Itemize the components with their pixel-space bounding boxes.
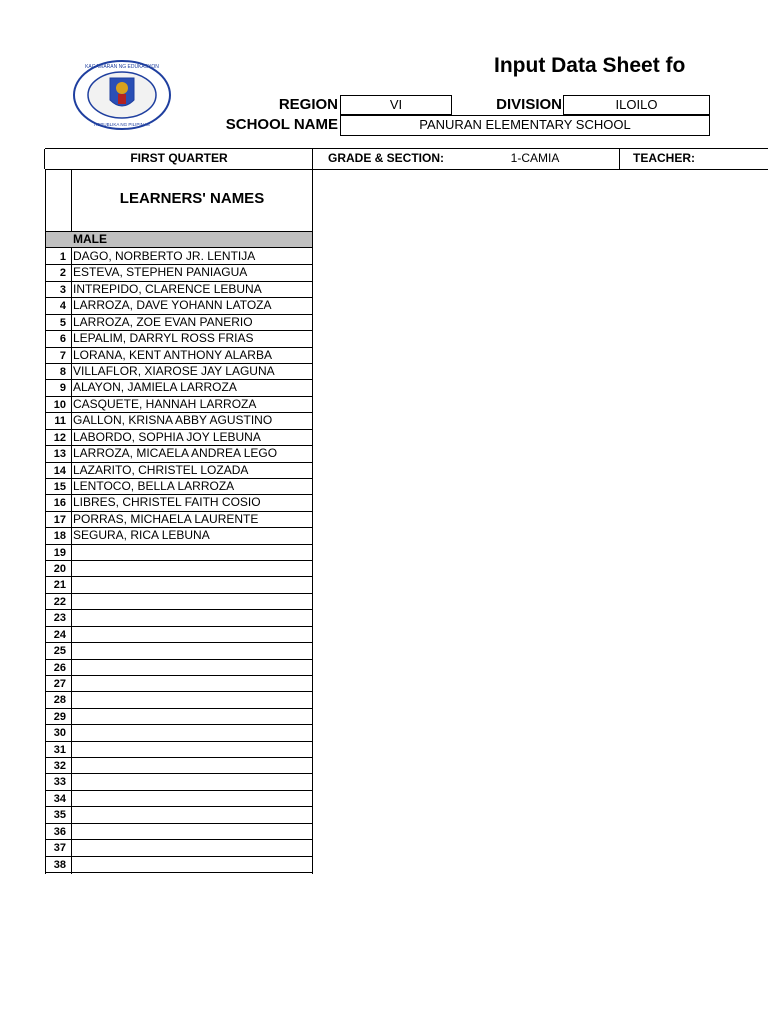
learner-name-cell[interactable]: PORRAS, MICHAELA LAURENTE [73, 511, 259, 526]
learner-name-cell[interactable] [73, 643, 311, 658]
learner-name-cell[interactable]: DAGO, NORBERTO JR. LENTIJA [73, 249, 256, 263]
learner-name-cell[interactable]: LARROZA, DAVE YOHANN LATOZA [73, 298, 272, 313]
row-number: 6 [59, 333, 66, 346]
row-number: 2 [59, 267, 66, 280]
row-number: 24 [53, 628, 66, 641]
row-number: 35 [53, 809, 66, 822]
learner-name-cell[interactable] [73, 742, 311, 757]
row-number: 31 [53, 743, 66, 756]
learner-name-cell[interactable] [73, 824, 311, 839]
row-number: 28 [53, 694, 66, 707]
row-number: 36 [53, 825, 66, 838]
row-number: 27 [53, 677, 66, 690]
learner-name-cell[interactable] [73, 857, 311, 872]
learner-name-cell[interactable]: LARROZA, ZOE EVAN PANERIO [73, 314, 253, 329]
page-title: Input Data Sheet fo [494, 54, 686, 77]
row-number: 22 [53, 595, 66, 608]
learner-name-cell[interactable] [73, 692, 311, 707]
row-number: 14 [53, 464, 66, 477]
row-number: 23 [53, 612, 66, 625]
learner-name-cell[interactable]: LENTOCO, BELLA LARROZA [73, 478, 235, 493]
learner-name-cell[interactable]: ALAYON, JAMIELA LARROZA [73, 380, 237, 395]
learner-name-cell[interactable] [73, 561, 311, 576]
row-number: 5 [59, 316, 66, 329]
learner-name-cell[interactable]: LABORDO, SOPHIA JOY LEBUNA [73, 429, 261, 444]
learner-name-cell[interactable] [73, 791, 311, 806]
learner-name-cell[interactable] [73, 545, 311, 560]
row-number: 29 [53, 710, 66, 723]
learner-name-cell[interactable]: LARROZA, MICAELA ANDREA LEGO [73, 446, 278, 460]
table-num-border [71, 170, 72, 874]
row-number: 13 [53, 448, 66, 460]
learner-name-cell[interactable] [73, 594, 311, 609]
row-number: 3 [59, 283, 66, 296]
learner-name-cell[interactable]: VILLAFLOR, XIAROSE JAY LAGUNA [73, 363, 275, 378]
seal-bottom-text: REPUBLIKA NG PILIPINAS [94, 122, 150, 127]
row-number: 30 [53, 727, 66, 740]
row-number: 4 [59, 300, 66, 313]
divider [619, 149, 620, 169]
row-number: 16 [53, 497, 66, 510]
quarter-label: FIRST QUARTER [130, 151, 228, 165]
row-number: 25 [53, 645, 66, 658]
learner-name-cell[interactable] [73, 709, 311, 724]
table-right-border [312, 170, 313, 874]
learner-name-cell[interactable] [73, 774, 311, 789]
row-number: 1 [59, 251, 66, 263]
learner-name-cell[interactable]: ESTEVA, STEPHEN PANIAGUA [73, 265, 248, 280]
row-number: 38 [53, 858, 66, 871]
learner-name-cell[interactable] [73, 627, 311, 642]
learner-name-cell[interactable]: SEGURA, RICA LEBUNA [73, 528, 210, 543]
school-name-label: SCHOOL NAME [225, 116, 338, 133]
group-label-male: MALE [73, 232, 107, 246]
row-number: 33 [53, 776, 66, 789]
teacher-label: TEACHER: [633, 151, 695, 165]
learner-name-cell[interactable]: LEPALIM, DARRYL ROSS FRIAS [73, 331, 254, 346]
learner-name-cell[interactable] [73, 577, 311, 592]
row-number: 9 [59, 382, 66, 395]
row-number: 18 [53, 530, 66, 543]
sheet-header-row [45, 148, 768, 170]
row-number: 15 [53, 480, 66, 493]
row-number: 34 [53, 792, 66, 805]
learner-name-cell[interactable]: LORANA, KENT ANTHONY ALARBA [73, 347, 272, 362]
division-field[interactable]: ILOILO [563, 95, 710, 115]
row-divider [45, 872, 313, 873]
region-field[interactable]: VI [340, 95, 452, 115]
grade-section-label: GRADE & SECTION: [328, 151, 445, 165]
learner-name-cell[interactable] [73, 725, 311, 740]
learners-names-header: LEARNERS' NAMES [119, 190, 265, 207]
row-number: 21 [53, 579, 66, 592]
learner-name-cell[interactable] [73, 660, 311, 675]
row-number: 37 [53, 842, 66, 855]
division-label: DIVISION [496, 96, 562, 113]
learner-name-cell[interactable] [73, 676, 311, 691]
row-number: 20 [53, 563, 66, 575]
learner-name-cell[interactable]: LIBRES, CHRISTEL FAITH COSIO [73, 495, 261, 510]
region-label: REGION [278, 96, 338, 113]
row-number: 26 [53, 661, 66, 674]
row-number: 19 [53, 546, 66, 559]
learner-name-cell[interactable]: CASQUETE, HANNAH LARROZA [73, 396, 257, 411]
learner-name-cell[interactable] [73, 610, 311, 625]
row-number: 10 [53, 398, 66, 411]
seal-top-text: KAGAWARAN NG EDUKASYON [85, 64, 159, 70]
row-number: 7 [59, 349, 66, 362]
row-number: 11 [54, 415, 66, 428]
divider [312, 149, 313, 169]
row-number: 8 [59, 365, 66, 378]
learner-name-cell[interactable] [73, 807, 311, 822]
row-number: 17 [53, 513, 66, 526]
learner-name-cell[interactable]: LAZARITO, CHRISTEL LOZADA [73, 462, 249, 477]
learner-name-cell[interactable]: INTREPIDO, CLARENCE LEBUNA [73, 281, 262, 296]
deped-seal-icon [72, 60, 172, 130]
row-number: 32 [53, 760, 66, 772]
grade-section-value[interactable]: 1-CAMIA [510, 151, 560, 165]
learner-name-cell[interactable] [73, 758, 311, 773]
learner-name-cell[interactable] [73, 840, 311, 855]
row-number: 12 [53, 431, 66, 444]
learner-name-cell[interactable]: GALLON, KRISNA ABBY AGUSTINO [73, 413, 273, 428]
school-name-field[interactable]: PANURAN ELEMENTARY SCHOOL [340, 115, 710, 136]
